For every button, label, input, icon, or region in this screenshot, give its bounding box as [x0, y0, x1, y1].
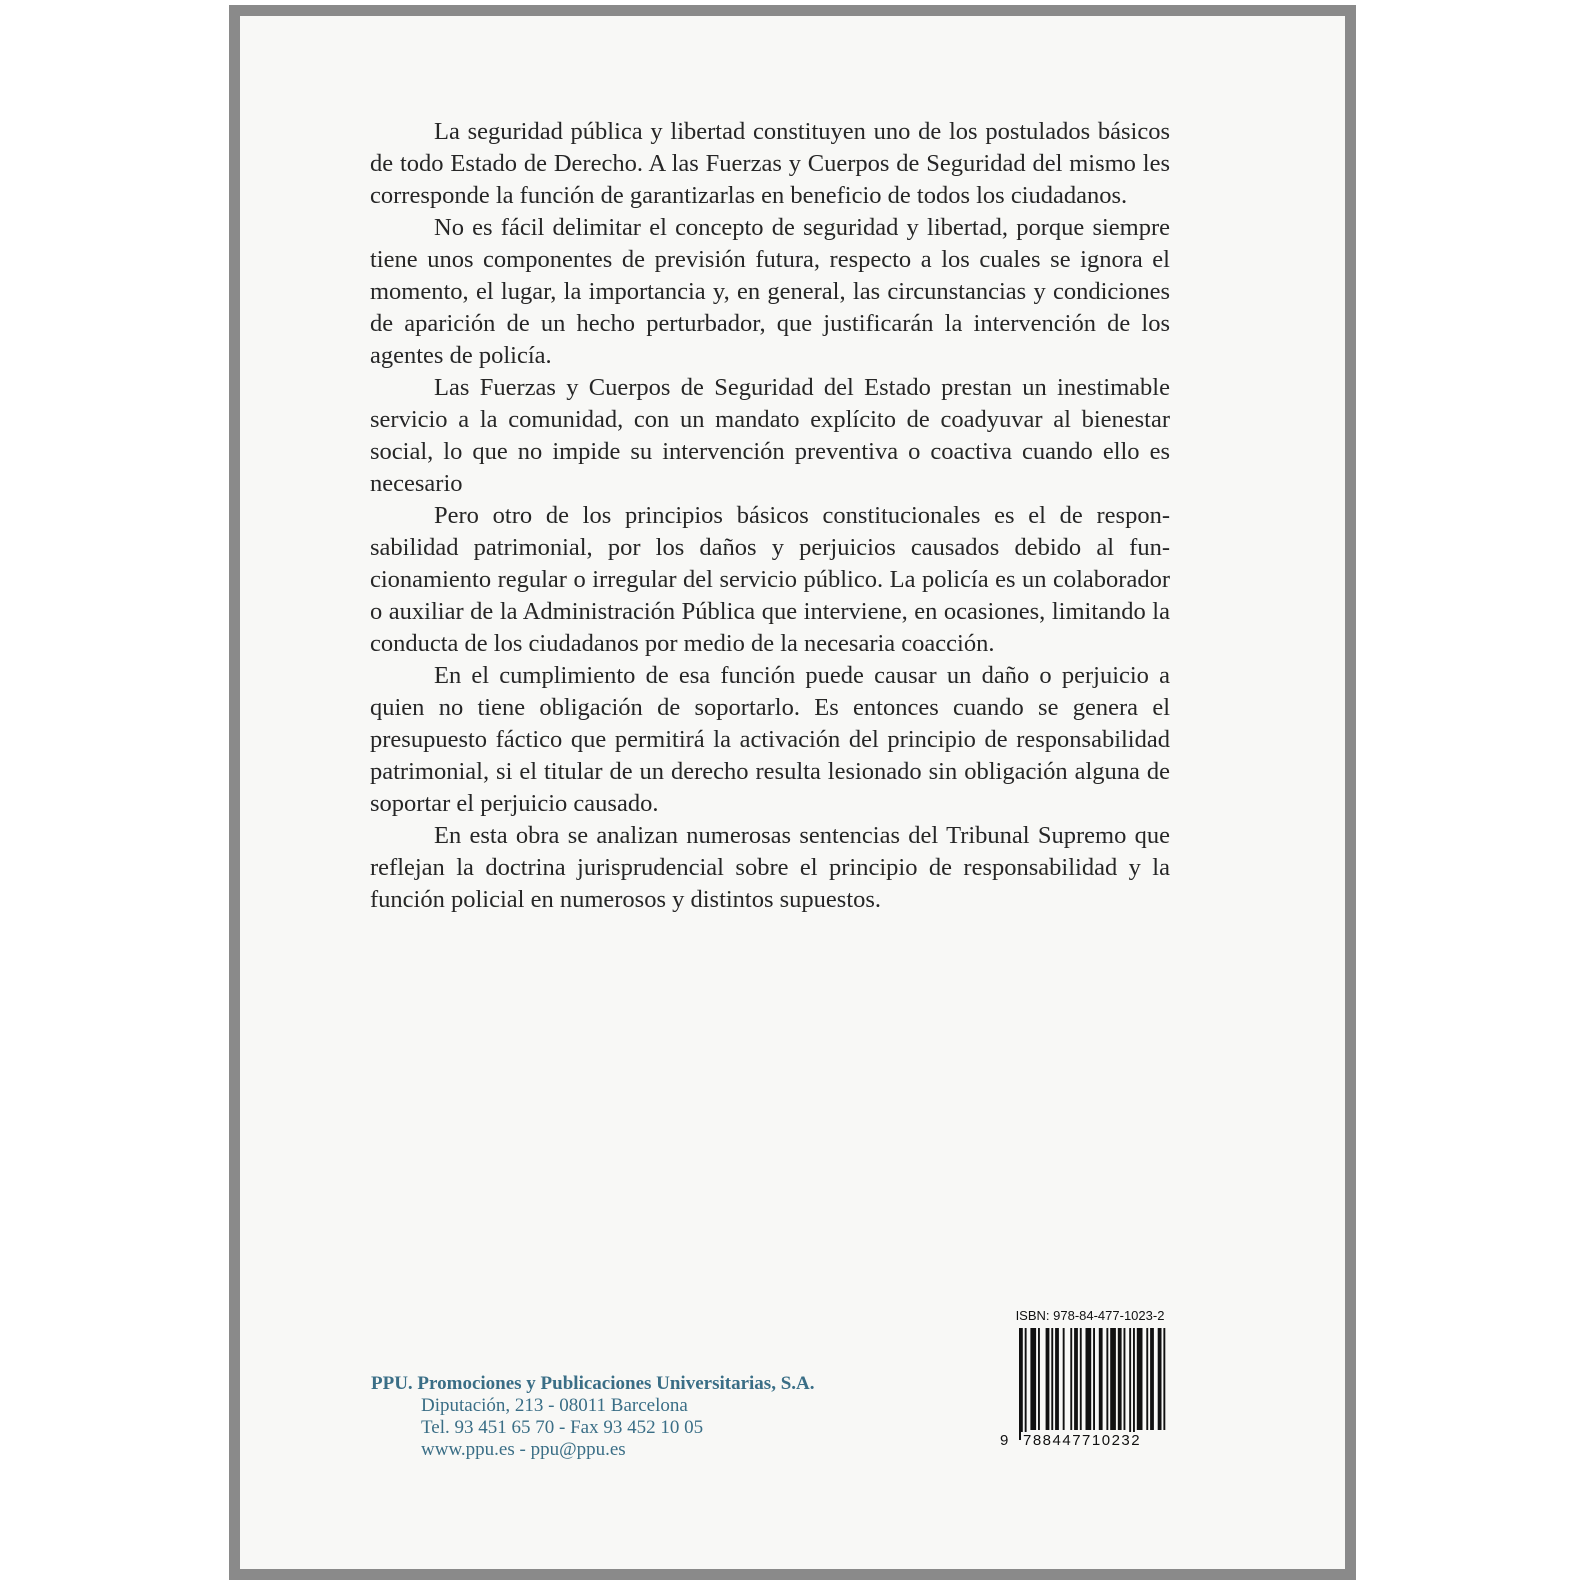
blurb-paragraph: Las Fuerzas y Cuerpos de Seguridad del Estado prestan un inestimable servicio a la comunidad, con un mandato explícito de coadyuvar al bienestar social, lo que no impide su intervención preventiva o coactiva cuando ello es necesario: [370, 374, 1170, 497]
barcode-bar: [1030, 1328, 1036, 1430]
barcode-bar: [1093, 1328, 1095, 1430]
publisher-info: [371, 1373, 814, 1461]
barcode-bar: [1146, 1328, 1148, 1430]
isbn-label: ISBN: 978-84-477-1023-2: [1015, 1308, 1165, 1323]
barcode-area: [1000, 1324, 1180, 1452]
barcode-lead-digit: 9: [1000, 1432, 1009, 1449]
blurb-paragraph: En esta obra se analizan numerosas sentencias del Tribunal Supremo que reflejan la doctrina jurisprudencial sobre el principio de responsabilidad y la función policial en numerosos y distintos supuestos.: [370, 822, 1170, 913]
barcode-bar: [1074, 1328, 1078, 1430]
barcode-bar: [1051, 1328, 1053, 1430]
publisher-address: Diputación, 213 - 08011 Barcelona: [421, 1395, 688, 1416]
barcode-digits: 788447710232: [1023, 1432, 1142, 1449]
isbn-barcode: [1000, 1308, 1180, 1452]
barcode-bar: [1163, 1328, 1165, 1430]
back-cover: [240, 16, 1345, 1569]
barcode-bar: [1129, 1328, 1131, 1440]
barcode-bar: [1124, 1328, 1126, 1430]
publisher-web: www.ppu.es - ppu@ppu.es: [421, 1439, 626, 1460]
blurb-paragraph: No es fácil delimitar el concepto de seguridad y libertad, porque siempre tiene unos componentes de previsión futura, respecto a los cuales se ignora el momento, el lugar, la importancia y, en general, las circunstancias y condiciones de aparición de un hecho perturbador, que justificarán la intervención de los agentes de policía.: [370, 214, 1170, 369]
barcode-bar: [1118, 1328, 1122, 1430]
blurb-paragraph: En el cumplimiento de esa función puede causar un daño o perjuicio a quien no tiene obligación de soportarlo. Es entonces cuando se genera el presupuesto fáctico que permitirá la activación del principio de responsabilidad patrimonial, si el titular de un derecho resulta lesionado sin obligación alguna de soportar el perjuicio causado.: [370, 662, 1170, 817]
publisher-phone: Tel. 93 451 65 70 - Fax 93 452 10 05: [421, 1417, 704, 1438]
barcode-bar: [1110, 1328, 1116, 1430]
barcode-bar: [1137, 1328, 1143, 1430]
blurb-paragraph: La seguridad pública y libertad constituyen uno de los postulados básicos de todo Estado de Derecho. A las Fuerzas y Cuerpos de Seguridad del mismo les corresponde la función de garantizarlas en beneficio de todos los ciudadanos.: [370, 118, 1170, 209]
barcode-bar: [1080, 1328, 1082, 1430]
barcode-bar: [1133, 1328, 1135, 1440]
barcode-bar: [1063, 1328, 1065, 1430]
blurb-text: [370, 116, 1170, 916]
barcode-bar: [1038, 1328, 1040, 1430]
blurb-paragraph: Pero otro de los principios básicos constitucionales es el de responsabilidad patrimonial, por los daños y perjuicios causados debido al funcionamiento regular o irregular del servicio público. La policía es un colaborador o auxiliar de la Administración Pública que interviene, en ocasiones, limitando la conducta de los ciudadanos por medio de la necesaria coacción.: [370, 502, 1170, 657]
barcode-bar: [1070, 1328, 1072, 1430]
barcode-bar: [1046, 1328, 1050, 1430]
barcode-bar: [1086, 1328, 1092, 1430]
book-back-cover-frame: [229, 5, 1356, 1580]
barcode-bar: [1055, 1328, 1059, 1430]
barcode-bar: [1158, 1328, 1162, 1430]
publisher-name: PPU. Promociones y Publicaciones Universitarias, S.A.: [371, 1373, 815, 1394]
barcode-bar: [1150, 1328, 1154, 1430]
barcode-bar: [1106, 1328, 1108, 1430]
barcode-bar: [1025, 1328, 1027, 1440]
barcode-bar: [1099, 1328, 1103, 1430]
barcode-bar: [1019, 1328, 1023, 1440]
barcode-bars: [1017, 1328, 1169, 1440]
